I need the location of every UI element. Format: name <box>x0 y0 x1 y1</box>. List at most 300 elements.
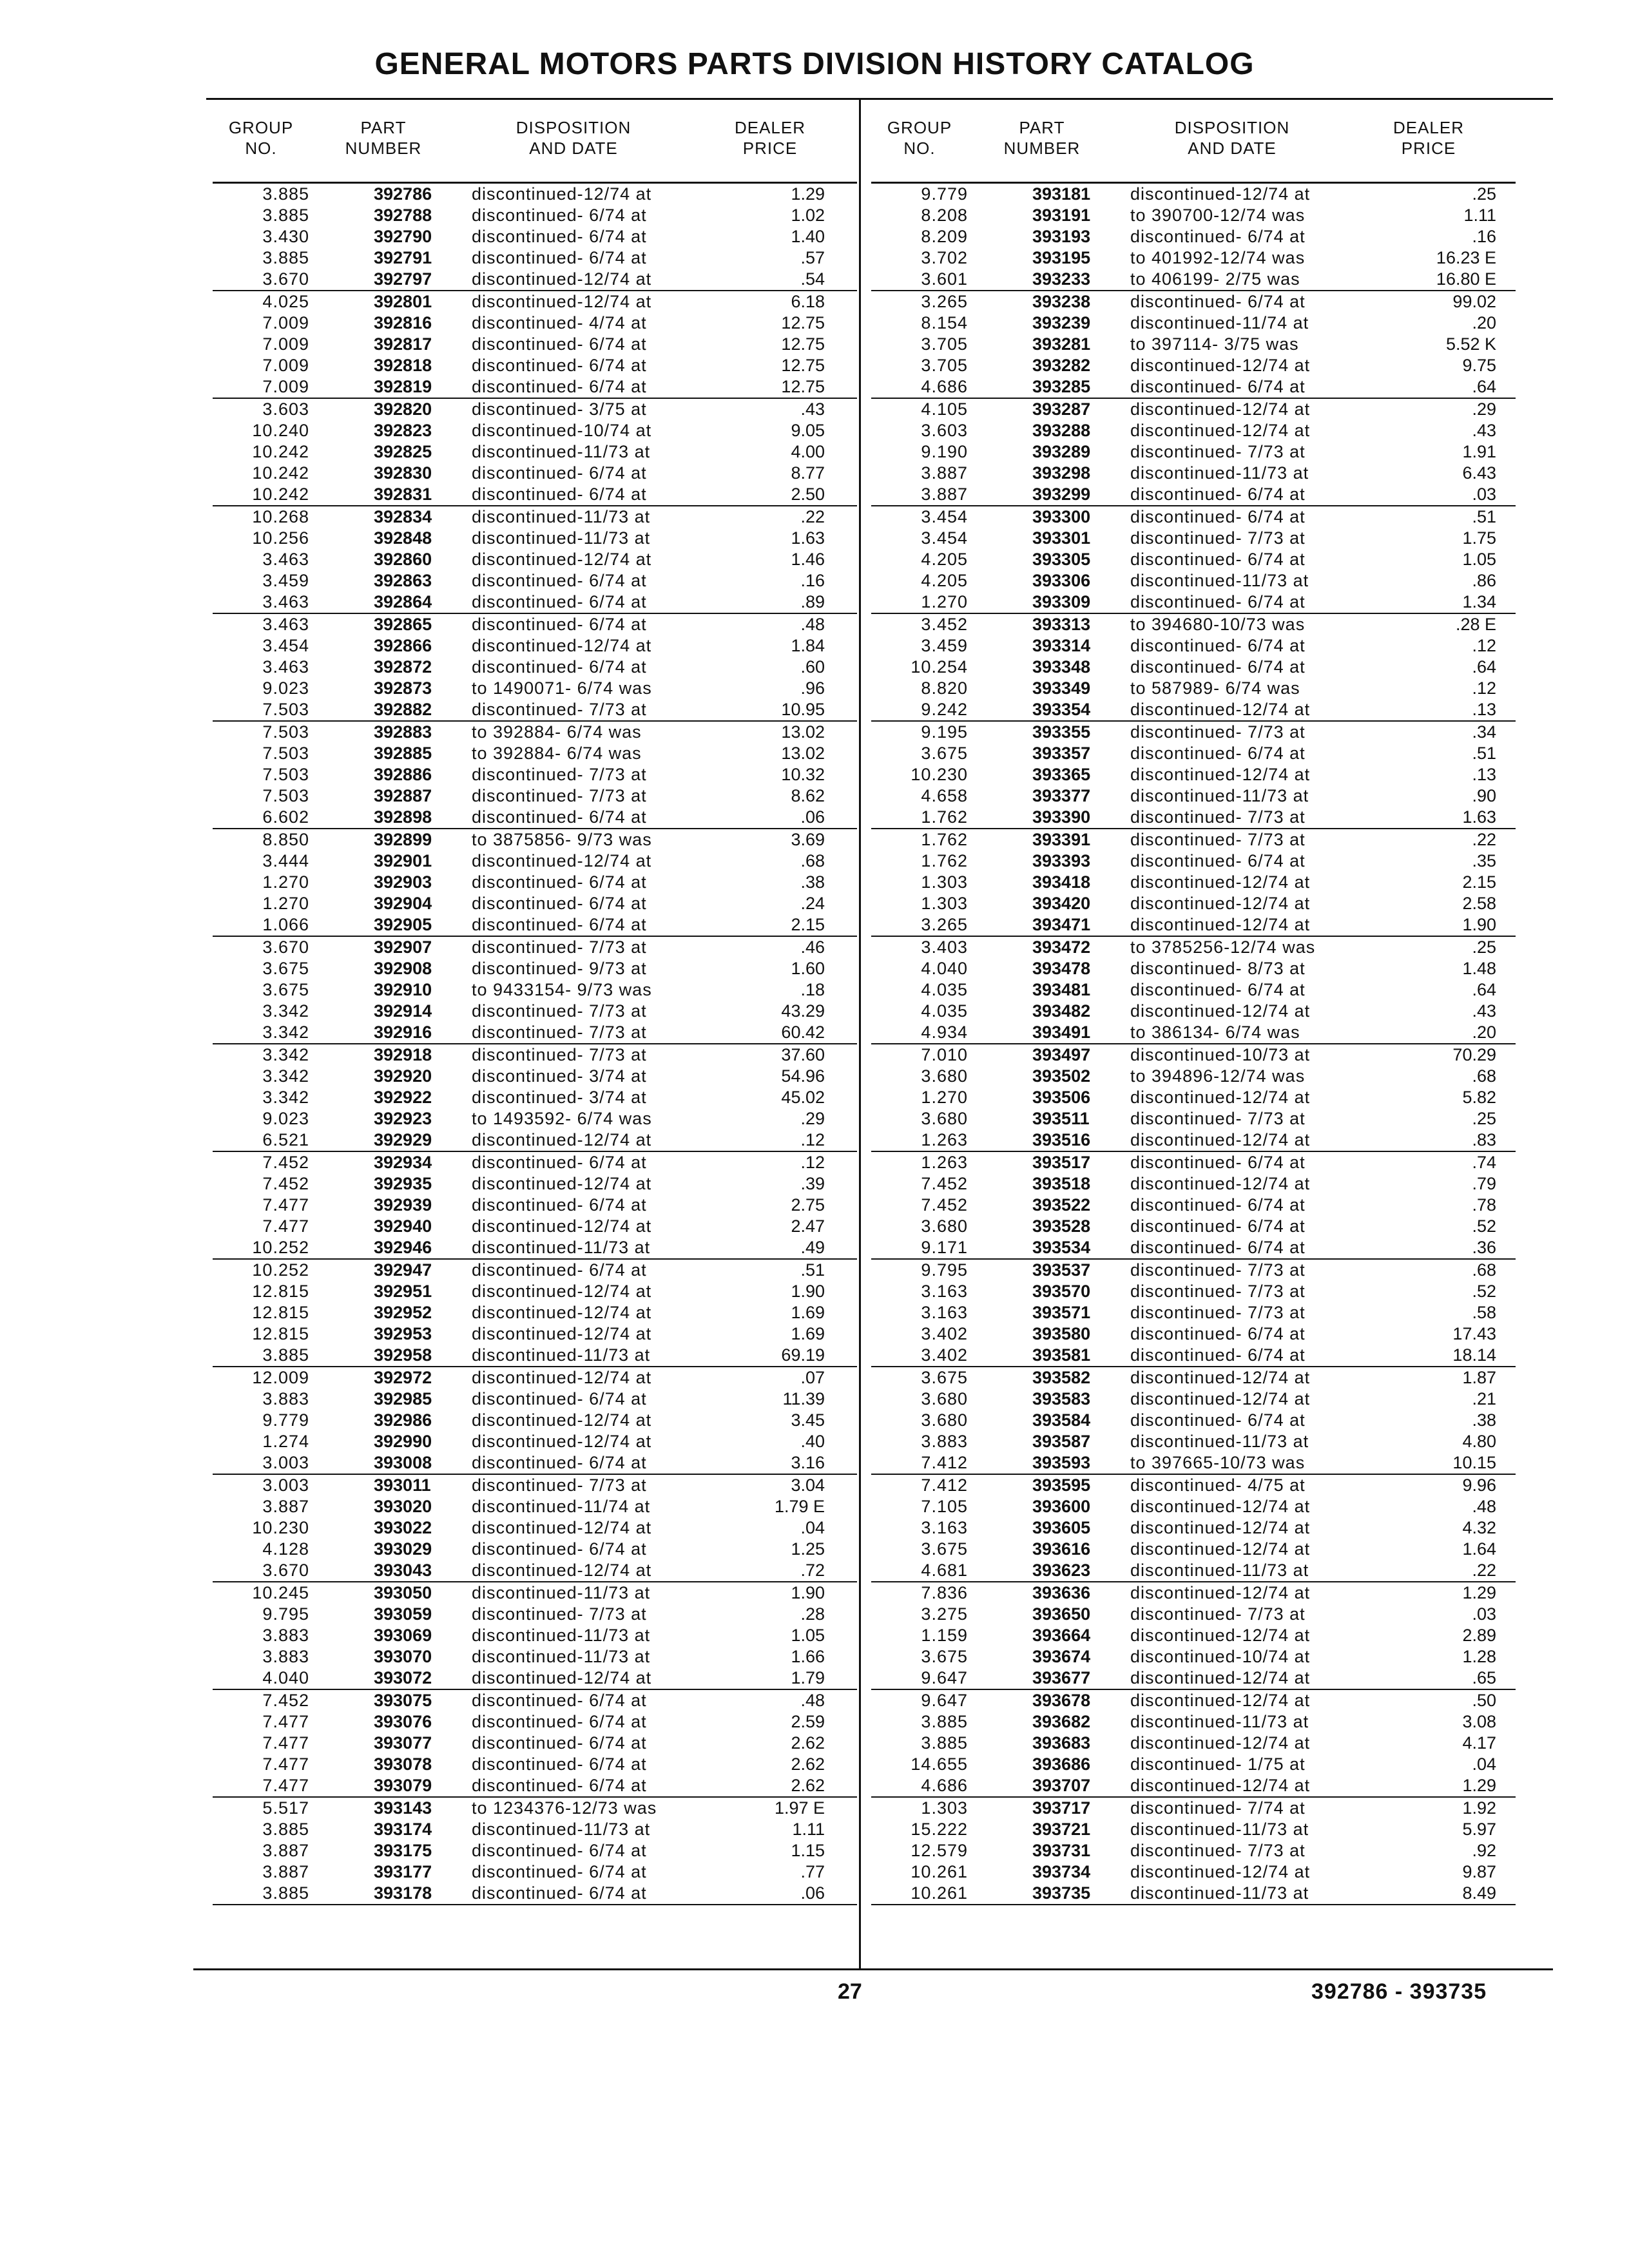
group-number: 9.779 <box>921 184 968 204</box>
table-row <box>871 678 1516 699</box>
disposition: discontinued-12/74 at <box>1130 1497 1311 1516</box>
part-number: 393506 <box>1032 1088 1091 1107</box>
dealer-price: .12 <box>800 1153 825 1172</box>
disposition: discontinued- 6/74 at <box>1130 507 1306 526</box>
disposition: discontinued-11/73 at <box>1130 1712 1309 1731</box>
dealer-price: .28 <box>800 1604 825 1624</box>
disposition: to 394680-10/73 was <box>1130 615 1306 634</box>
table-row <box>871 549 1516 570</box>
disposition: discontinued- 6/74 at <box>1130 1410 1306 1430</box>
group-number: 3.675 <box>262 959 309 978</box>
disposition: discontinued-12/74 at <box>1130 872 1311 892</box>
part-number: 393636 <box>1032 1583 1091 1602</box>
table-row <box>213 1173 857 1195</box>
dealer-price: 1.90 <box>791 1282 825 1301</box>
part-number: 393678 <box>1032 1691 1091 1710</box>
table-row <box>213 1819 857 1840</box>
disposition: discontinued-10/74 at <box>1130 1647 1311 1666</box>
group-number: 3.463 <box>262 657 309 677</box>
table-row <box>213 226 857 247</box>
disposition: discontinued-11/73 at <box>472 1626 651 1645</box>
group-number: 12.009 <box>252 1368 309 1387</box>
group-number: 7.009 <box>262 313 309 332</box>
dealer-price: 17.43 <box>1452 1324 1496 1343</box>
part-number: 392887 <box>374 786 432 805</box>
group-number: 3.885 <box>262 248 309 267</box>
part-number: 392866 <box>374 636 432 655</box>
group-number: 7.009 <box>262 377 309 396</box>
table-row <box>871 829 1516 850</box>
group-number: 1.066 <box>262 915 309 934</box>
group-number: 7.477 <box>262 1216 309 1236</box>
dealer-price: 2.75 <box>791 1195 825 1215</box>
disposition: discontinued- 6/74 at <box>1130 744 1306 763</box>
disposition: discontinued-11/74 at <box>472 1497 651 1516</box>
dealer-price: 1.34 <box>1462 592 1496 611</box>
disposition: discontinued- 6/74 at <box>1130 636 1306 655</box>
table-row <box>871 1431 1516 1452</box>
group-number: 1.263 <box>921 1130 968 1149</box>
dealer-price: 1.84 <box>791 636 825 655</box>
group-number: 7.477 <box>262 1776 309 1795</box>
disposition: discontinued- 6/74 at <box>1130 550 1306 569</box>
group-number: 3.887 <box>262 1862 309 1881</box>
disposition: discontinued- 6/74 at <box>472 1691 647 1710</box>
table-row <box>871 506 1516 528</box>
table-row <box>871 1733 1516 1754</box>
group-number: 1.270 <box>921 1088 968 1107</box>
group-number: 3.705 <box>921 356 968 375</box>
disposition: discontinued- 6/74 at <box>472 1260 647 1280</box>
part-number: 392818 <box>374 356 432 375</box>
dealer-price: 4.32 <box>1462 1518 1496 1537</box>
dealer-price: .89 <box>800 592 825 611</box>
part-number: 393522 <box>1032 1195 1091 1215</box>
group-number: 3.680 <box>921 1216 968 1236</box>
dealer-price: 4.17 <box>1462 1733 1496 1753</box>
table-row <box>871 226 1516 247</box>
dealer-price: .51 <box>800 1260 825 1280</box>
disposition: discontinued- 7/73 at <box>1130 1282 1306 1301</box>
group-number: 10.252 <box>252 1260 309 1280</box>
part-number: 392873 <box>374 678 432 698</box>
table-row <box>871 1798 1516 1819</box>
dealer-price: .22 <box>1472 1561 1496 1580</box>
dealer-price: 1.28 <box>1462 1647 1496 1666</box>
part-number: 392990 <box>374 1432 432 1451</box>
table-row <box>871 1861 1516 1883</box>
dealer-price: 3.45 <box>791 1410 825 1430</box>
table-row <box>871 291 1516 312</box>
group-number: 3.887 <box>921 463 968 483</box>
table-row <box>871 247 1516 269</box>
disposition: discontinued-11/73 at <box>1130 463 1309 483</box>
disposition: discontinued- 3/74 at <box>472 1088 647 1107</box>
group-number: 3.265 <box>921 292 968 311</box>
table-row <box>871 1323 1516 1345</box>
dealer-price: 1.97 E <box>774 1798 825 1818</box>
disposition: discontinued-11/74 at <box>1130 313 1309 332</box>
table-row <box>871 1129 1516 1152</box>
table-row <box>871 1108 1516 1129</box>
dealer-price: .25 <box>1472 937 1496 957</box>
disposition: discontinued-12/74 at <box>472 1174 652 1193</box>
part-number: 393178 <box>374 1883 432 1903</box>
table-row <box>871 1281 1516 1302</box>
dealer-price: .78 <box>1472 1195 1496 1215</box>
disposition: discontinued- 4/74 at <box>472 313 647 332</box>
table-row <box>213 1216 857 1237</box>
table-row <box>213 291 857 312</box>
table-row <box>871 484 1516 506</box>
disposition: discontinued- 6/74 at <box>1130 1324 1306 1343</box>
dealer-price: 12.75 <box>781 313 825 332</box>
disposition: discontinued-12/74 at <box>472 1282 652 1301</box>
part-number: 393650 <box>1032 1604 1091 1624</box>
table-row <box>213 807 857 829</box>
part-number: 392885 <box>374 744 432 763</box>
dealer-price: .83 <box>1472 1130 1496 1149</box>
group-number: 10.242 <box>252 442 309 461</box>
dealer-price: .51 <box>1472 507 1496 526</box>
table-row <box>871 893 1516 914</box>
table-row <box>213 979 857 1001</box>
disposition: discontinued- 6/74 at <box>472 463 647 483</box>
group-number: 4.105 <box>921 399 968 419</box>
dealer-price: 70.29 <box>1452 1045 1496 1064</box>
disposition: discontinued-12/74 at <box>472 1303 652 1322</box>
dealer-price: .43 <box>1472 1001 1496 1021</box>
dealer-price: .64 <box>1472 980 1496 999</box>
group-number: 8.820 <box>921 678 968 698</box>
part-number: 393472 <box>1032 937 1091 957</box>
table-row <box>213 1066 857 1087</box>
table-row <box>871 1087 1516 1108</box>
disposition: discontinued- 6/74 at <box>472 657 647 677</box>
part-number: 393686 <box>1032 1754 1091 1774</box>
part-number: 392914 <box>374 1001 432 1021</box>
part-number: 393289 <box>1032 442 1091 461</box>
group-number: 3.680 <box>921 1109 968 1128</box>
part-number: 393022 <box>374 1518 432 1537</box>
group-number: 3.883 <box>921 1432 968 1451</box>
group-number: 7.009 <box>262 356 309 375</box>
table-row <box>871 1539 1516 1560</box>
disposition: discontinued-12/74 at <box>1130 1539 1311 1559</box>
disposition: discontinued- 7/73 at <box>1130 1841 1306 1860</box>
table-row <box>213 549 857 570</box>
table-row <box>871 635 1516 657</box>
part-number: 392848 <box>374 528 432 548</box>
table-row <box>871 1604 1516 1625</box>
disposition: discontinued-12/74 at <box>472 1130 652 1149</box>
left-column <box>213 117 857 1905</box>
group-number: 9.023 <box>262 1109 309 1128</box>
part-number: 393072 <box>374 1668 432 1687</box>
table-row <box>213 1496 857 1517</box>
group-number: 4.686 <box>921 377 968 396</box>
group-number: 7.477 <box>262 1195 309 1215</box>
part-number: 392834 <box>374 507 432 526</box>
group-number: 9.647 <box>921 1691 968 1710</box>
group-number: 3.430 <box>262 227 309 246</box>
top-rule <box>206 98 1553 100</box>
dealer-price: 1.02 <box>791 206 825 225</box>
page-title: GENERAL MOTORS PARTS DIVISION HISTORY CATALOG <box>374 47 1255 81</box>
dealer-price: .13 <box>1472 765 1496 784</box>
disposition: discontinued-12/74 at <box>1130 399 1311 419</box>
dealer-price: .12 <box>1472 678 1496 698</box>
group-number: 7.452 <box>921 1195 968 1215</box>
group-number: 3.003 <box>262 1453 309 1472</box>
part-number: 393721 <box>1032 1820 1091 1839</box>
table-row <box>213 1087 857 1108</box>
part-number: 392916 <box>374 1023 432 1042</box>
part-number: 393600 <box>1032 1497 1091 1516</box>
part-number: 393174 <box>374 1820 432 1839</box>
table-row <box>213 1775 857 1798</box>
table-row <box>213 205 857 226</box>
table-row <box>213 1452 857 1475</box>
part-number: 393143 <box>374 1798 432 1818</box>
group-number: 7.452 <box>921 1174 968 1193</box>
group-number: 7.503 <box>262 786 309 805</box>
column-divider <box>859 98 861 1970</box>
table-row <box>871 1302 1516 1323</box>
part-number: 393193 <box>1032 227 1091 246</box>
table-row <box>213 570 857 591</box>
disposition: to 3785256-12/74 was <box>1130 937 1316 957</box>
group-number: 7.105 <box>921 1497 968 1516</box>
dealer-price: .74 <box>1472 1153 1496 1172</box>
group-number: 4.040 <box>921 959 968 978</box>
disposition: to 1234376-12/73 was <box>472 1798 657 1818</box>
column-header <box>871 117 1516 179</box>
disposition: discontinued-12/74 at <box>1130 1668 1311 1687</box>
disposition: discontinued-12/74 at <box>1130 1368 1311 1387</box>
part-number: 392986 <box>374 1410 432 1430</box>
group-number: 3.163 <box>921 1303 968 1322</box>
dealer-price: 1.90 <box>791 1583 825 1602</box>
dealer-price: .29 <box>1472 399 1496 419</box>
part-number: 393717 <box>1032 1798 1091 1818</box>
table-row <box>213 441 857 463</box>
part-number: 392951 <box>374 1282 432 1301</box>
disposition: discontinued-12/74 at <box>472 1561 652 1580</box>
group-number: 12.815 <box>252 1303 309 1322</box>
group-number: 10.242 <box>252 485 309 504</box>
table-row <box>213 872 857 893</box>
table-row <box>871 850 1516 872</box>
disposition: discontinued-11/73 at <box>472 1345 651 1365</box>
disposition: discontinued-12/74 at <box>1130 1733 1311 1753</box>
disposition: discontinued- 7/73 at <box>1130 1303 1306 1322</box>
group-number: 1.303 <box>921 872 968 892</box>
disposition: discontinued-12/74 at <box>472 1518 652 1537</box>
dealer-price: 1.11 <box>792 1820 825 1839</box>
dealer-price: 3.08 <box>1462 1712 1496 1731</box>
table-row <box>213 1754 857 1775</box>
part-number: 392929 <box>374 1130 432 1149</box>
part-number: 392934 <box>374 1153 432 1172</box>
group-number: 10.256 <box>252 528 309 548</box>
disposition: discontinued-10/74 at <box>472 421 652 440</box>
part-number: 392790 <box>374 227 432 246</box>
group-number: 3.459 <box>262 571 309 590</box>
part-number: 392922 <box>374 1088 432 1107</box>
group-number: 1.270 <box>262 894 309 913</box>
disposition: discontinued- 6/74 at <box>472 1539 647 1559</box>
disposition: to 1490071- 6/74 was <box>472 678 652 698</box>
group-number: 3.342 <box>262 1001 309 1021</box>
part-number: 392985 <box>374 1389 432 1408</box>
part-number: 393059 <box>374 1604 432 1624</box>
table-row <box>213 1646 857 1667</box>
part-number: 393571 <box>1032 1303 1091 1322</box>
disposition: discontinued-12/74 at <box>1130 1001 1311 1021</box>
part-number: 392801 <box>374 292 432 311</box>
part-number: 393288 <box>1032 421 1091 440</box>
dealer-price: .04 <box>1472 1754 1496 1774</box>
dealer-price: 69.19 <box>781 1345 825 1365</box>
dealer-price: .03 <box>1472 485 1496 504</box>
table-row <box>871 1044 1516 1066</box>
part-number: 393623 <box>1032 1561 1091 1580</box>
disposition: discontinued-12/74 at <box>1130 1130 1311 1149</box>
dealer-price: .58 <box>1472 1303 1496 1322</box>
part-number: 393238 <box>1032 292 1091 311</box>
group-number: 3.403 <box>921 937 968 957</box>
disposition: discontinued- 6/74 at <box>1130 227 1306 246</box>
dealer-price: 1.63 <box>1462 807 1496 827</box>
disposition: discontinued- 6/74 at <box>472 1754 647 1774</box>
group-number: 15.222 <box>911 1820 968 1839</box>
disposition: discontinued- 1/75 at <box>1130 1754 1306 1774</box>
table-row <box>871 1389 1516 1410</box>
part-number: 393491 <box>1032 1023 1091 1042</box>
part-number: 392920 <box>374 1066 432 1086</box>
dealer-price: 12.75 <box>781 334 825 354</box>
table-row <box>213 269 857 291</box>
group-number: 3.459 <box>921 636 968 655</box>
part-number: 392958 <box>374 1345 432 1365</box>
left-table <box>213 184 857 1905</box>
group-number: 12.815 <box>252 1282 309 1301</box>
dealer-price: 1.90 <box>1462 915 1496 934</box>
table-row <box>871 1711 1516 1733</box>
dealer-price: 1.69 <box>791 1303 825 1322</box>
part-number: 393020 <box>374 1497 432 1516</box>
table-row <box>213 914 857 937</box>
dealer-price: .77 <box>800 1862 825 1881</box>
part-number: 393043 <box>374 1561 432 1580</box>
table-row <box>213 850 857 872</box>
disposition: discontinued- 6/74 at <box>1130 657 1306 677</box>
part-number: 393511 <box>1032 1109 1090 1128</box>
group-number: 7.412 <box>921 1453 968 1472</box>
group-number: 3.885 <box>262 184 309 204</box>
dealer-price: .79 <box>1472 1174 1496 1193</box>
part-number: 393587 <box>1032 1432 1091 1451</box>
part-number: 393069 <box>374 1626 432 1645</box>
group-number: 4.025 <box>262 292 309 311</box>
disposition: discontinued-12/74 at <box>472 269 652 289</box>
disposition: discontinued- 7/73 at <box>472 1604 647 1624</box>
dealer-price: 37.60 <box>781 1045 825 1064</box>
part-number: 392898 <box>374 807 432 827</box>
group-number: 1.762 <box>921 807 968 827</box>
table-row <box>213 937 857 958</box>
group-number: 10.268 <box>252 507 309 526</box>
table-row <box>213 1883 857 1905</box>
disposition: to 390700-12/74 was <box>1130 206 1306 225</box>
disposition: discontinued- 7/73 at <box>472 786 647 805</box>
disposition: to 397114- 3/75 was <box>1130 334 1299 354</box>
disposition: discontinued-11/73 at <box>1130 1883 1309 1903</box>
group-number: 12.579 <box>911 1841 968 1860</box>
part-number: 393570 <box>1032 1282 1091 1301</box>
part-number: 392883 <box>374 722 432 742</box>
dealer-price: .38 <box>800 872 825 892</box>
disposition: discontinued- 6/74 at <box>472 206 647 225</box>
part-number: 392788 <box>374 206 432 225</box>
dealer-price: .50 <box>1472 1691 1496 1710</box>
dealer-price: .49 <box>800 1238 825 1257</box>
table-row <box>213 722 857 743</box>
dealer-price: 9.96 <box>1462 1475 1496 1495</box>
dealer-price: 1.64 <box>1462 1539 1496 1559</box>
group-number: 9.023 <box>262 678 309 698</box>
disposition: discontinued-12/74 at <box>472 636 652 655</box>
dealer-price: 1.60 <box>791 959 825 978</box>
disposition: discontinued- 6/74 at <box>1130 1153 1306 1172</box>
dealer-price: .28 E <box>1455 615 1496 634</box>
part-number: 393377 <box>1032 786 1091 805</box>
disposition: discontinued- 6/74 at <box>472 915 647 934</box>
disposition: discontinued-12/74 at <box>472 851 652 870</box>
part-number: 393195 <box>1032 248 1091 267</box>
group-number: 3.885 <box>262 1820 309 1839</box>
part-number: 393516 <box>1032 1130 1091 1149</box>
part-number: 393595 <box>1032 1475 1091 1495</box>
part-number: 393528 <box>1032 1216 1091 1236</box>
group-number: 4.035 <box>921 1001 968 1021</box>
table-row <box>871 1452 1516 1475</box>
disposition: discontinued-12/74 at <box>472 1216 652 1236</box>
dealer-price: .52 <box>1472 1216 1496 1236</box>
dealer-price: .25 <box>1472 184 1496 204</box>
table-row <box>871 1001 1516 1022</box>
group-number: 3.463 <box>262 615 309 634</box>
table-row <box>871 376 1516 399</box>
part-number: 393593 <box>1032 1453 1091 1472</box>
dealer-price: 10.95 <box>781 700 825 719</box>
table-row <box>213 1539 857 1560</box>
dealer-price: .96 <box>800 678 825 698</box>
dealer-price: 1.15 <box>791 1841 825 1860</box>
part-number: 393534 <box>1032 1238 1091 1257</box>
table-row <box>871 1560 1516 1582</box>
table-row <box>871 1840 1516 1861</box>
dealer-price: 18.14 <box>1452 1345 1496 1365</box>
dealer-price: 2.47 <box>791 1216 825 1236</box>
disposition: discontinued- 6/74 at <box>1130 1238 1306 1257</box>
page-range: 392786 - 393735 <box>1311 1979 1487 2004</box>
right-table <box>871 184 1516 1905</box>
table-row <box>871 722 1516 743</box>
part-number: 392820 <box>374 399 432 419</box>
disposition: discontinued- 6/74 at <box>472 334 647 354</box>
